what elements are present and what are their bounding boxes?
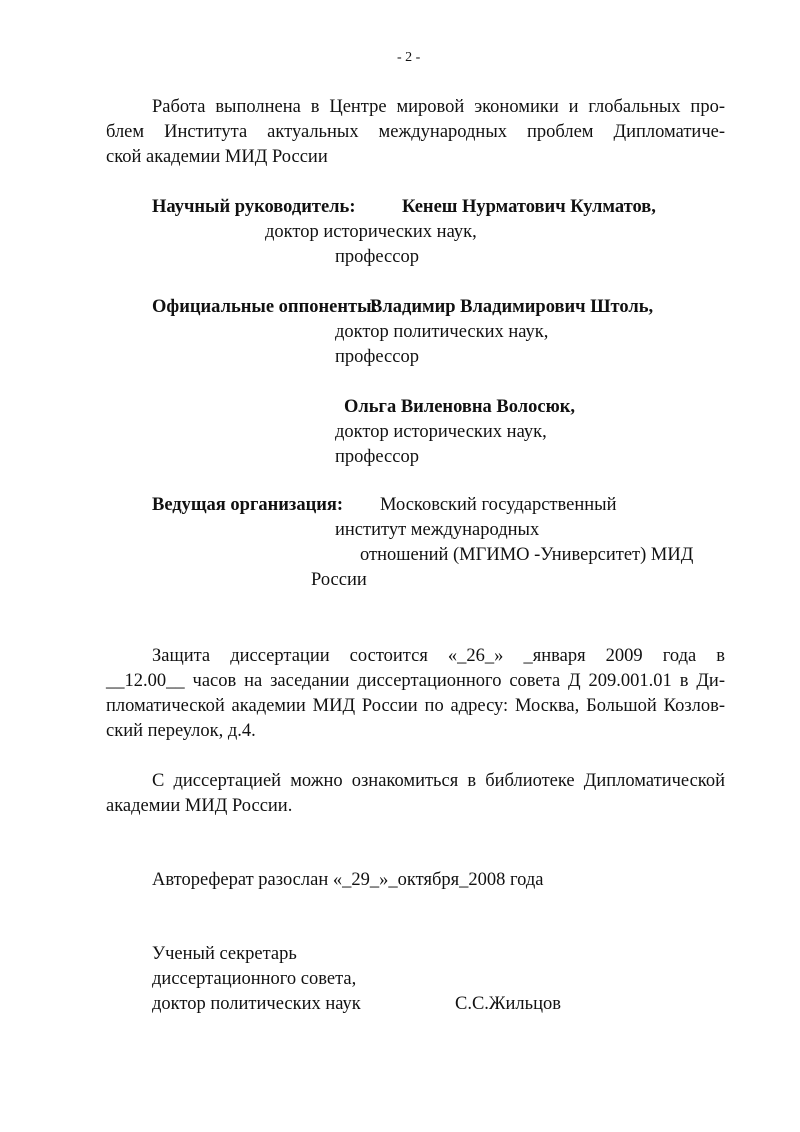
supervisor-degree: доктор исторических наук, [265, 222, 477, 242]
leading-org-line-2: институт международных [335, 520, 540, 540]
leading-org-line-4: России [311, 570, 367, 590]
intro-line-1: Работа выполнена в Центре мировой экономики и глобальных про- [152, 97, 725, 117]
defense-line-2: __12.00__ часов на заседании диссертационного совета Д 209.001.01 в Ди- [106, 671, 725, 691]
supervisor-name: Кенеш Нурматович Кулматов, [402, 197, 656, 217]
secretary-name: С.С.Жильцов [455, 994, 561, 1014]
intro-line-3: ской академии МИД России [106, 147, 328, 167]
page-number: - 2 - [397, 50, 421, 65]
leading-org-line-1: Московский государственный [380, 495, 617, 515]
opponent-2-title: профессор [335, 447, 419, 467]
opponent-2-degree: доктор исторических наук, [335, 422, 547, 442]
defense-line-1: Защита диссертации состоится «_26_» _января 2009 года в [152, 646, 725, 666]
library-line-2: академии МИД России. [106, 796, 293, 816]
sent-date: Автореферат разослан «_29_»_октября_2008 года [152, 870, 544, 890]
secretary-line-1: Ученый секретарь [152, 944, 297, 964]
defense-line-4: ский переулок, д.4. [106, 721, 256, 741]
opponent-2-name: Ольга Виленовна Волосюк, [344, 397, 575, 417]
intro-line-2: блем Института актуальных международных проблем Дипломатиче- [106, 122, 725, 142]
defense-line-3: пломатической академии МИД России по адресу: Москва, Большой Козлов- [106, 696, 725, 716]
secretary-line-2: диссертационного совета, [152, 969, 357, 989]
supervisor-label: Научный руководитель: [152, 197, 356, 217]
secretary-line-3: доктор политических наук [152, 994, 361, 1014]
leading-org-label: Ведущая организация: [152, 495, 344, 515]
opponent-1-title: профессор [335, 347, 419, 367]
supervisor-title: профессор [335, 247, 419, 267]
opponents-label: Официальные оппоненты: [152, 297, 378, 317]
opponent-1-name: Владимир Владимирович Штоль, [370, 297, 654, 317]
leading-org-line-3: отношений (МГИМО -Университет) МИД [360, 545, 694, 565]
opponent-1-degree: доктор политических наук, [335, 322, 549, 342]
library-line-1: С диссертацией можно ознакомиться в библиотеке Дипломатической [152, 771, 725, 791]
